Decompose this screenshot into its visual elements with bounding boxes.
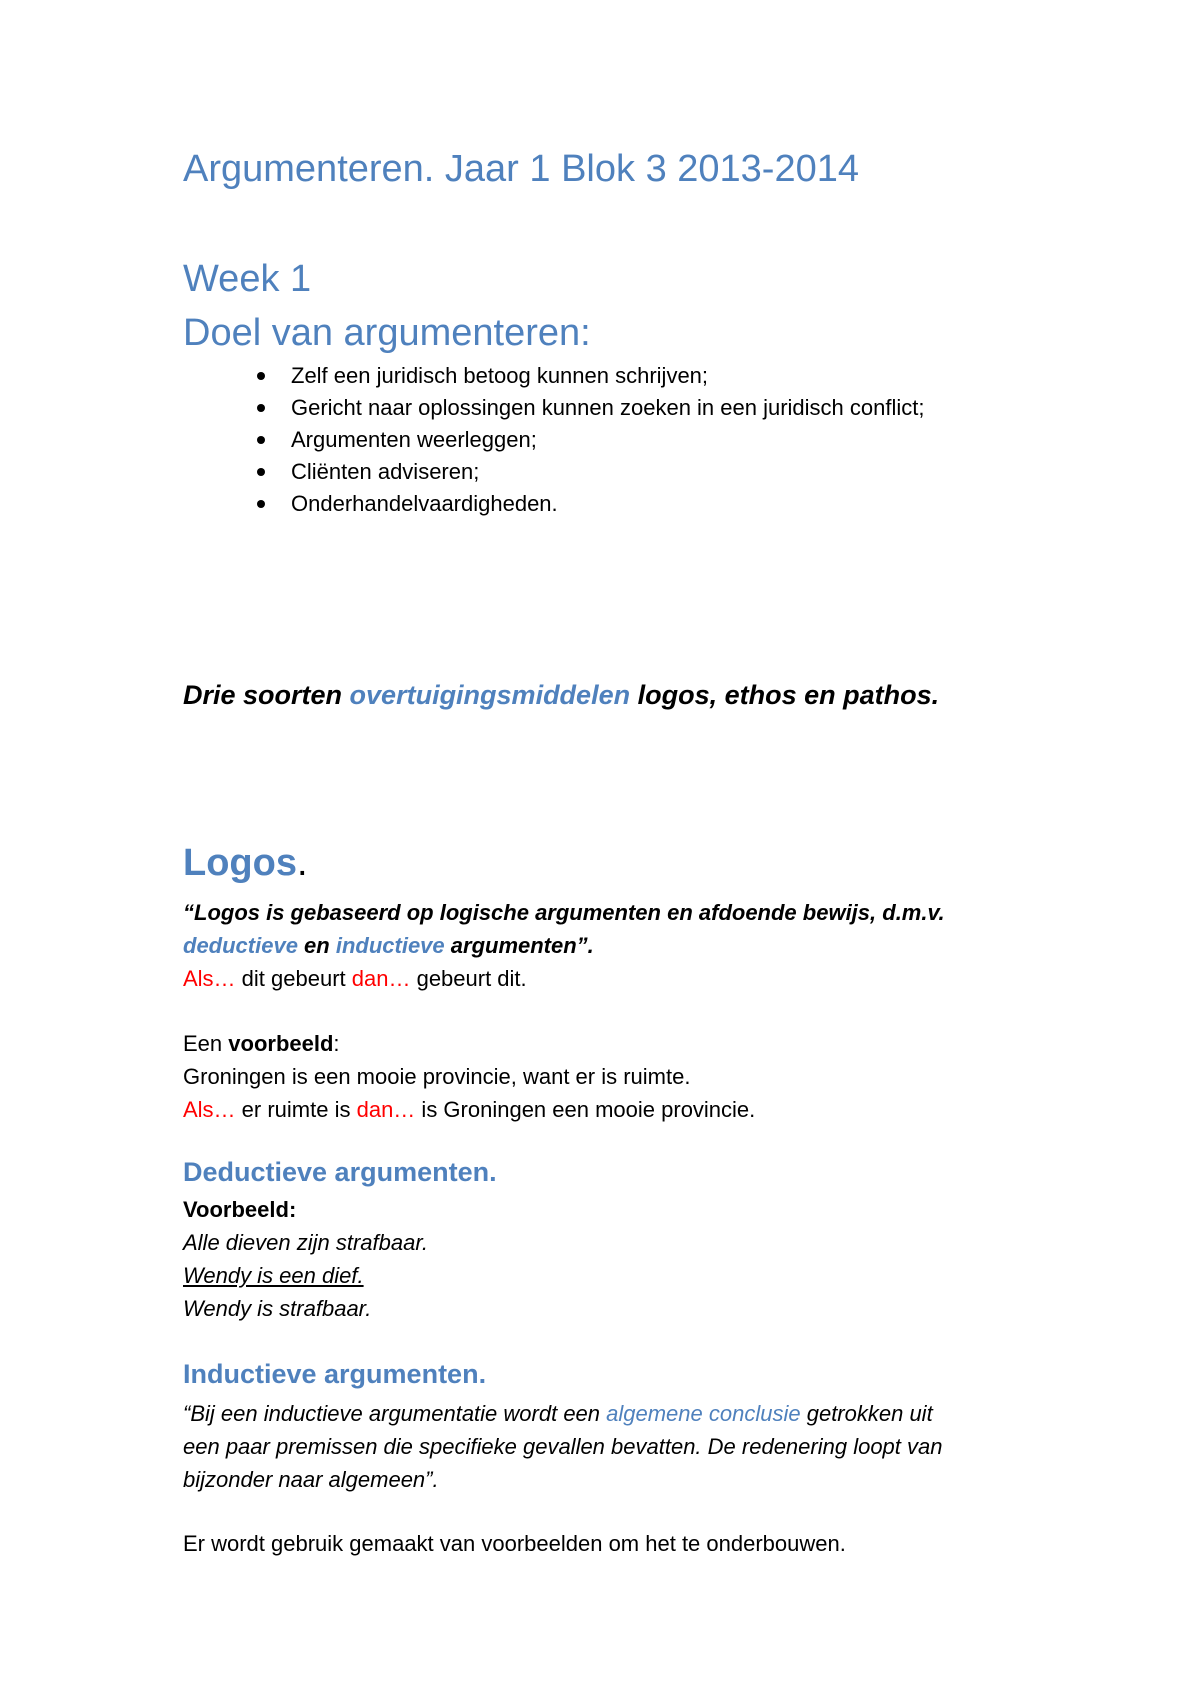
goals-list <box>255 360 925 520</box>
logos-quote-line-2: deductieve en inductieve argumenten”. <box>183 933 594 958</box>
highlight-term: overtuigingsmiddelen <box>349 680 631 710</box>
example-line: Groningen is een mooie provincie, want er is ruimte. <box>183 1064 691 1089</box>
week-heading: Week 1 <box>183 258 312 300</box>
bullet-icon <box>257 404 265 412</box>
logos-quote-line-1: “Logos is gebaseerd op logische argumenten en afdoende bewijs, d.m.v. <box>183 900 945 925</box>
bullet-icon <box>257 500 265 508</box>
persuasion-lead: Drie soorten overtuigingsmiddelen logos, ethos en pathos. <box>183 680 940 710</box>
inductieve-heading: Inductieve argumenten. <box>183 1359 487 1389</box>
list-item: Argumenten weerleggen; <box>255 424 925 456</box>
bullet-icon <box>257 372 265 380</box>
doel-heading: Doel van argumenteren: <box>183 312 591 354</box>
inductief-quote-line-3: bijzonder naar algemeen”. <box>183 1467 439 1492</box>
deductief-line-3: Wendy is strafbaar. <box>183 1296 372 1321</box>
inductief-quote-line-2: een paar premissen die specifieke gevallen bevatten. De redenering loopt van <box>183 1434 943 1459</box>
list-item: Cliënten adviseren; <box>255 456 925 488</box>
list-item: Onderhandelvaardigheden. <box>255 488 925 520</box>
deductief-line-1: Alle dieven zijn strafbaar. <box>183 1230 428 1255</box>
list-item: Zelf een juridisch betoog kunnen schrijven; <box>255 360 925 392</box>
als-dan-line: Als… dit gebeurt dan… gebeurt dit. <box>183 966 527 991</box>
list-item: Gericht naar oplossingen kunnen zoeken in een juridisch conflict; <box>255 392 925 424</box>
example-als-dan-line: Als… er ruimte is dan… is Groningen een mooie provincie. <box>183 1097 756 1122</box>
deductief-line-2: Wendy is een dief. <box>183 1263 364 1288</box>
bullet-icon <box>257 468 265 476</box>
logos-heading: Logos. <box>183 842 308 884</box>
example-label: Een voorbeeld: <box>183 1031 340 1056</box>
deductieve-heading: Deductieve argumenten. <box>183 1157 497 1187</box>
bullet-icon <box>257 436 265 444</box>
document-title: Argumenteren. Jaar 1 Blok 3 2013-2014 <box>183 148 859 190</box>
deductief-voorbeeld-label: Voorbeeld: <box>183 1197 297 1222</box>
closing-sentence: Er wordt gebruik gemaakt van voorbeelden om het te onderbouwen. <box>183 1531 846 1556</box>
inductief-quote-line-1: “Bij een inductieve argumentatie wordt een algemene conclusie getrokken uit <box>183 1401 933 1426</box>
